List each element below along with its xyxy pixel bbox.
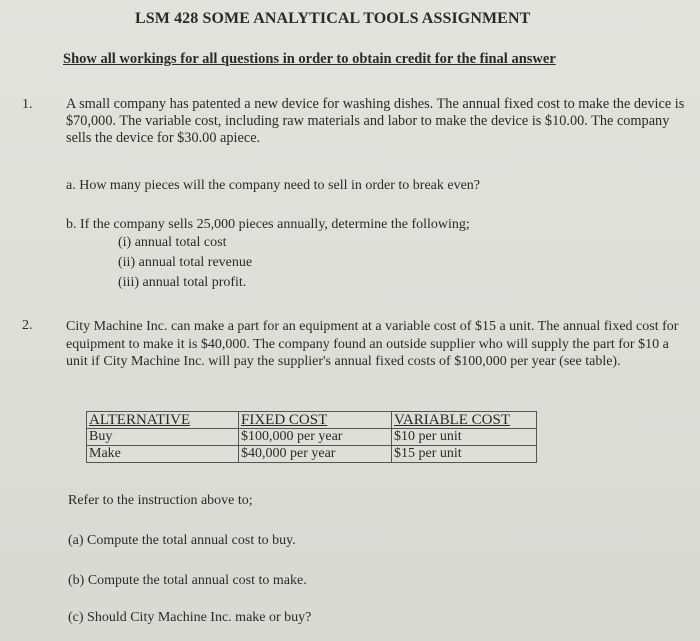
question-1-number: 1.	[22, 97, 33, 112]
instructions: Show all workings for all questions in order to obtain credit for the final answer	[63, 51, 556, 67]
refer-instruction: Refer to the instruction above to;	[68, 493, 253, 508]
alternatives-table	[86, 411, 537, 463]
question-1b-iii: (iii) annual total profit.	[118, 275, 247, 290]
question-1b: b. If the company sells 25,000 pieces annually, determine the following;	[66, 217, 470, 232]
page-title: LSM 428 SOME ANALYTICAL TOOLS ASSIGNMENT	[135, 10, 531, 27]
question-2c: (c) Should City Machine Inc. make or buy?	[68, 610, 312, 625]
cell-variable-cost: $15 per unit	[392, 446, 537, 463]
cell-fixed-cost: $100,000 per year	[239, 429, 392, 446]
table-header-row	[87, 412, 537, 429]
question-2-text: City Machine Inc. can make a part for an equipment at a variable cost of $15 a unit. The annual fixed cost for equipment to make it is $40,000. The company found an outside supplier who will supply the part for $10 a unit if City Machine Inc. will pay the supplier's annual fixed costs of $100,000 per year (see table).	[66, 319, 679, 369]
question-1-text: A small company has patented a new device for washing dishes. The annual fixed cost to make the device is $70,000. The variable cost, including raw materials and labor to make the device is $10.00. The company sells the device for $30.00 apiece.	[66, 96, 685, 146]
question-2b: (b) Compute the total annual cost to make.	[68, 573, 307, 588]
question-2a: (a) Compute the total annual cost to buy.	[68, 533, 296, 548]
cell-alternative: Make	[87, 446, 239, 463]
cell-fixed-cost: $40,000 per year	[239, 446, 392, 463]
question-2-number: 2.	[22, 318, 33, 333]
question-1b-i: (i) annual total cost	[118, 235, 227, 250]
question-1a: a. How many pieces will the company need to sell in order to break even?	[66, 178, 481, 193]
header-variable-cost: VARIABLE COST	[392, 412, 537, 429]
header-fixed-cost: FIXED COST	[239, 412, 392, 429]
question-1b-ii: (ii) annual total revenue	[118, 255, 253, 270]
cell-alternative: Buy	[87, 429, 239, 446]
table-row	[87, 429, 537, 446]
cell-variable-cost: $10 per unit	[392, 429, 537, 446]
header-alternative: ALTERNATIVE	[87, 412, 239, 429]
table-row	[87, 446, 537, 463]
